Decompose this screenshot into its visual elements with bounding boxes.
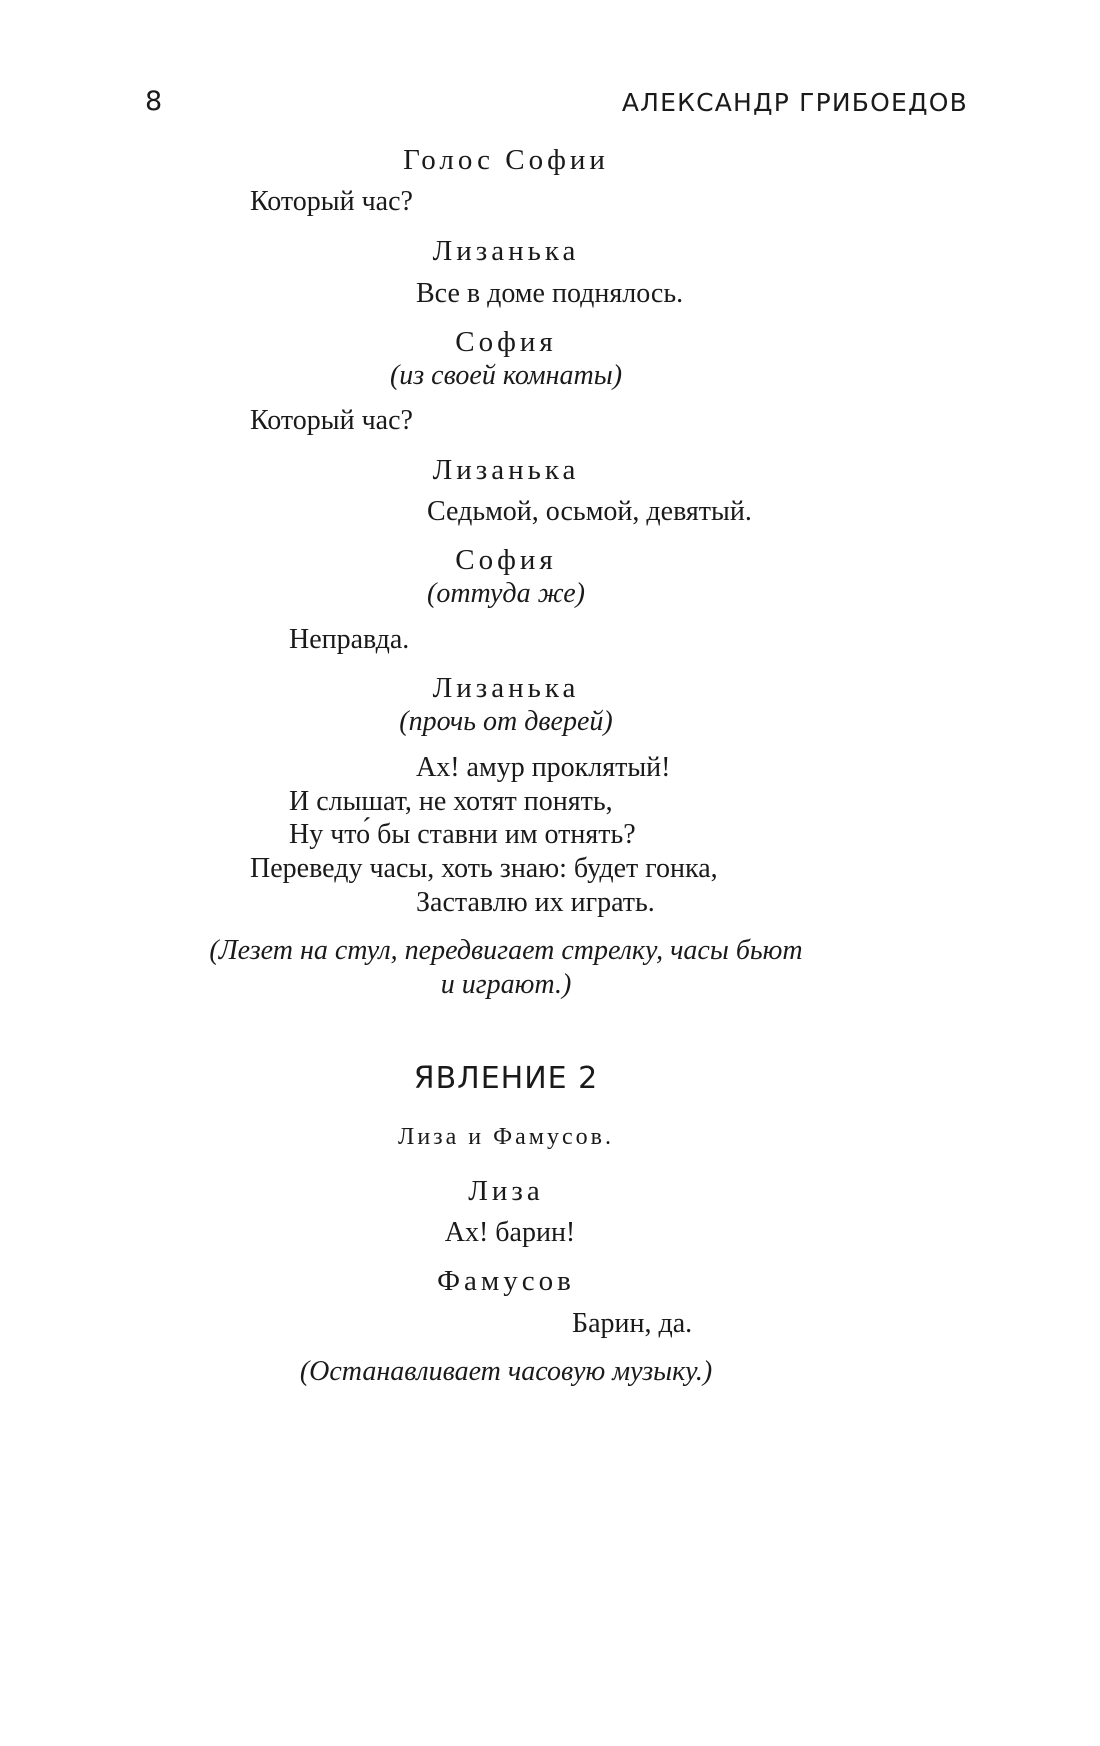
speaker-name: Голос Софии bbox=[403, 144, 609, 176]
stage-direction: (Лезет на стул, передвигает стрелку, часы бьют bbox=[209, 935, 803, 966]
dialogue-line: Барин, да. bbox=[572, 1308, 693, 1339]
verse-line: Заставлю их играть. bbox=[416, 887, 655, 918]
speaker-name: София bbox=[455, 326, 557, 358]
stage-direction: и играют.) bbox=[440, 969, 572, 1000]
verse-line: Ну что́ бы ставни им отнять? bbox=[289, 819, 636, 850]
stage-direction: (из своей комнаты) bbox=[389, 360, 623, 391]
page-number: 8 bbox=[145, 86, 163, 117]
verse-line: Ах! амур проклятый! bbox=[416, 752, 671, 783]
dialogue-line: Неправда. bbox=[289, 624, 410, 655]
speaker-name: Лизанька bbox=[432, 454, 580, 486]
stage-direction: (прочь от дверей) bbox=[399, 706, 613, 737]
running-title: АЛЕКСАНДР ГРИБОЕДОВ bbox=[621, 88, 968, 117]
speaker-name: Фамусов bbox=[437, 1265, 575, 1297]
dialogue-line: Ах! барин! bbox=[444, 1217, 576, 1248]
stage-direction: (оттуда же) bbox=[426, 578, 586, 609]
verse-line: Переведу часы, хоть знаю: будет гонка, bbox=[250, 853, 718, 884]
verse-line: И слышат, не хотят понять, bbox=[289, 786, 613, 817]
speaker-name: Лизанька bbox=[432, 672, 580, 704]
scene-title: ЯВЛЕНИЕ 2 bbox=[413, 1061, 599, 1096]
cast-list: Лиза и Фамусов. bbox=[398, 1124, 614, 1150]
dialogue-line: Который час? bbox=[250, 186, 413, 217]
dialogue-line: Который час? bbox=[250, 405, 413, 436]
speaker-name: Лиза bbox=[468, 1175, 544, 1207]
dialogue-line: Все в доме поднялось. bbox=[416, 278, 684, 309]
speaker-name: Лизанька bbox=[432, 235, 580, 267]
speaker-name: София bbox=[455, 544, 557, 576]
dialogue-line: Седьмой, осьмой, девятый. bbox=[427, 496, 752, 527]
stage-direction: (Останавливает часовую музыку.) bbox=[299, 1356, 713, 1387]
